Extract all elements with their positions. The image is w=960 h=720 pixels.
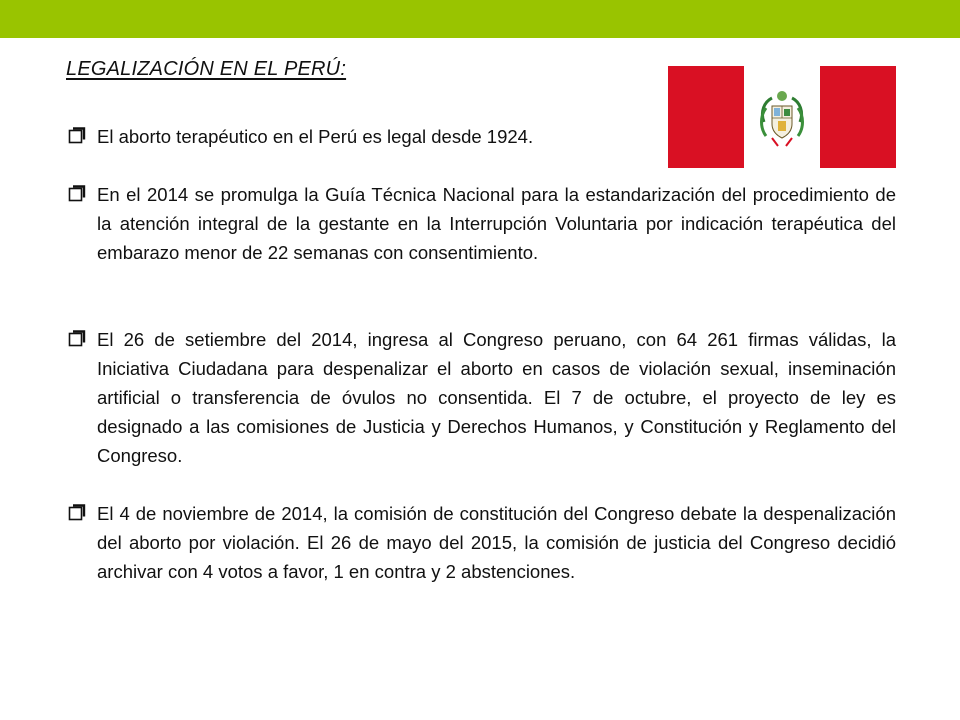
- list-item: [66, 499, 896, 586]
- list-item: [66, 180, 896, 267]
- top-accent-bar: [0, 0, 960, 38]
- checkbox-bullet-icon: [66, 499, 96, 528]
- peru-flag-icon: [668, 66, 896, 168]
- bullet-text: El aborto terapéutico en el Perú es legal desde 1924.: [97, 126, 534, 147]
- bullet-text: El 4 de noviembre de 2014, la comisión de constitución del Congreso debate la despenalización del aborto por violación. El 26 de mayo del 2015, la comisión de justicia del Congreso decidió archivar con 4 votos a favor, 1 en contra y 2 abstenciones.: [97, 503, 896, 582]
- bullet-text: En el 2014 se promulga la Guía Técnica Nacional para la estandarización del procedimiento de la atención integral de la gestante en la Interrupción Voluntaria por indicación terapéutica del embarazo menor de 22 semanas con consentimiento.: [97, 184, 896, 263]
- checkbox-bullet-icon: [66, 325, 96, 354]
- checkbox-bullet-icon: [66, 180, 96, 209]
- bullet-text: El 26 de setiembre del 2014, ingresa al Congreso peruano, con 64 261 firmas válidas, la Iniciativa Ciudadana para despenalizar el aborto en casos de violación sexual, inseminación artificial o transferencia de óvulos no consentida. El 7 de octubre, el proyecto de ley es designado a las comisiones de Justicia y Derechos Humanos, y Constitución y Reglamento del Congreso.: [97, 329, 896, 466]
- slide-title: LEGALIZACIÓN EN EL PERÚ:: [66, 58, 347, 80]
- checkbox-bullet-icon: [66, 122, 96, 151]
- list-item: [66, 122, 656, 151]
- list-item: [66, 325, 896, 470]
